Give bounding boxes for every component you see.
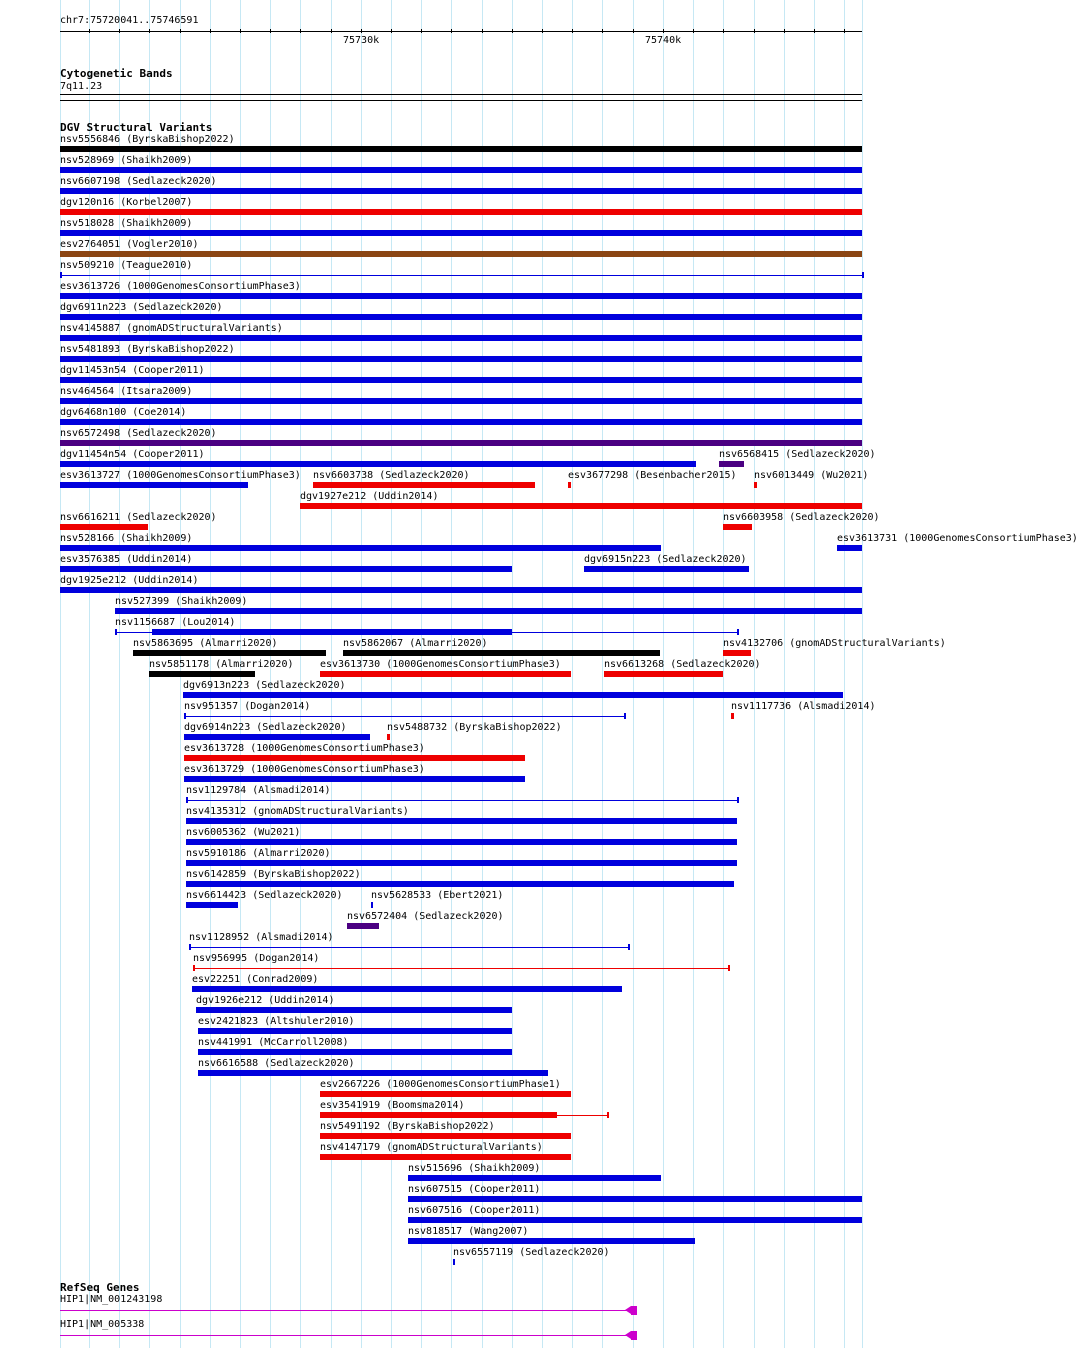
dgv-feature-bar[interactable] xyxy=(604,671,723,677)
dgv-feature-bar[interactable] xyxy=(186,860,737,866)
dgv-feature-label[interactable]: nsv5628533 (Ebert2021) xyxy=(371,890,504,901)
ruler-tick xyxy=(663,29,664,33)
dgv-feature-line[interactable] xyxy=(184,716,624,717)
dgv-feature-line[interactable] xyxy=(189,947,628,948)
dgv-feature-label[interactable]: dgv6914n223 (Sedlazeck2020) xyxy=(184,722,347,733)
dgv-feature-label[interactable]: nsv518028 (Shaikh2009) xyxy=(60,218,193,229)
dgv-feature-bar[interactable] xyxy=(198,1028,512,1034)
dgv-feature-label[interactable]: nsv1156687 (Lou2014) xyxy=(115,617,236,628)
ruler-tick-label-75730k: 75730k xyxy=(343,35,380,46)
ruler-tick xyxy=(723,29,724,33)
ruler-tick xyxy=(391,29,392,33)
dgv-feature-label[interactable]: nsv6616588 (Sedlazeck2020) xyxy=(198,1058,355,1069)
ruler-tick xyxy=(844,29,845,33)
dgv-feature-line[interactable] xyxy=(60,275,862,276)
dgv-feature-line[interactable] xyxy=(193,968,728,969)
dgv-feature-label[interactable]: nsv5481893 (ByrskaBishop2022) xyxy=(60,344,235,355)
dgv-feature-label[interactable]: dgv1925e212 (Uddin2014) xyxy=(60,575,199,586)
cytoband-line-top xyxy=(60,94,862,95)
dgv-feature-label[interactable]: esv2667226 (1000GenomesConsortiumPhase1) xyxy=(320,1079,561,1090)
dgv-feature-bar[interactable] xyxy=(60,335,862,341)
dgv-feature-bar[interactable] xyxy=(719,461,744,467)
ruler-tick xyxy=(693,29,694,33)
dgv-feature-label[interactable]: nsv6603958 (Sedlazeck2020) xyxy=(723,512,880,523)
ruler-tick xyxy=(814,29,815,33)
dgv-feature-bar[interactable] xyxy=(186,818,737,824)
cytoband-line-bottom xyxy=(60,100,862,101)
dgv-feature-bar[interactable] xyxy=(149,671,255,677)
dgv-feature-label[interactable]: esv3613729 (1000GenomesConsortiumPhase3) xyxy=(184,764,425,775)
dgv-feature-label[interactable]: esv3613730 (1000GenomesConsortiumPhase3) xyxy=(320,659,561,670)
dgv-feature-label[interactable]: nsv6142859 (ByrskaBishop2022) xyxy=(186,869,361,880)
dgv-feature-label[interactable]: nsv4147179 (gnomADStructuralVariants) xyxy=(320,1142,543,1153)
dgv-feature-label[interactable]: esv2764051 (Vogler2010) xyxy=(60,239,199,250)
dgv-feature-bar[interactable] xyxy=(371,902,373,908)
dgv-feature-bar[interactable] xyxy=(60,314,862,320)
dgv-feature-bar[interactable] xyxy=(115,608,862,614)
dgv-feature-label[interactable]: nsv1128952 (Alsmadi2014) xyxy=(189,932,334,943)
grid-line xyxy=(270,0,271,1348)
dgv-feature-bar[interactable] xyxy=(320,1091,571,1097)
grid-line xyxy=(844,0,845,1348)
dgv-feature-bar[interactable] xyxy=(186,902,238,908)
ruler-tick xyxy=(633,29,634,33)
dgv-feature-bar[interactable] xyxy=(568,482,571,488)
dgv-feature-bar[interactable] xyxy=(186,881,734,887)
dgv-feature-label[interactable]: dgv11454n54 (Cooper2011) xyxy=(60,449,205,460)
dgv-feature-bar[interactable] xyxy=(60,146,862,152)
dgv-feature-label[interactable]: dgv6915n223 (Sedlazeck2020) xyxy=(584,554,747,565)
ruler-tick xyxy=(89,29,90,33)
dgv-feature-label[interactable]: nsv4132706 (gnomADStructuralVariants) xyxy=(723,638,946,649)
dgv-feature-bar[interactable] xyxy=(320,1112,557,1118)
ruler-tick xyxy=(421,29,422,33)
dgv-feature-bar[interactable] xyxy=(300,503,862,509)
ruler-tick xyxy=(512,29,513,33)
dgv-feature-end-cap xyxy=(186,797,188,803)
dgv-feature-bar[interactable] xyxy=(723,650,751,656)
dgv-feature-label[interactable]: nsv5910186 (Almarri2020) xyxy=(186,848,331,859)
dgv-feature-label[interactable]: esv3613728 (1000GenomesConsortiumPhase3) xyxy=(184,743,425,754)
dgv-feature-bar[interactable] xyxy=(837,545,862,551)
refseq-exon[interactable] xyxy=(631,1306,637,1315)
ruler-range-label: chr7:75720041..75746591 xyxy=(60,15,199,26)
dgv-feature-end-cap xyxy=(737,797,739,803)
dgv-feature-label[interactable]: nsv4135312 (gnomADStructuralVariants) xyxy=(186,806,409,817)
dgv-feature-end-cap xyxy=(628,944,630,950)
dgv-feature-label[interactable]: nsv5851178 (Almarri2020) xyxy=(149,659,294,670)
dgv-feature-label[interactable]: dgv6911n223 (Sedlazeck2020) xyxy=(60,302,223,313)
dgv-feature-label[interactable]: nsv1117736 (Alsmadi2014) xyxy=(731,701,876,712)
dgv-feature-end-cap xyxy=(184,713,186,719)
dgv-feature-bar[interactable] xyxy=(60,356,862,362)
dgv-feature-bar[interactable] xyxy=(320,1133,571,1139)
dgv-feature-bar[interactable] xyxy=(60,188,862,194)
dgv-feature-end-cap xyxy=(60,272,62,278)
dgv-feature-bar[interactable] xyxy=(60,482,248,488)
refseq-transcript-label[interactable]: HIP1|NM_005338 xyxy=(60,1319,145,1330)
dgv-feature-label[interactable]: nsv5863695 (Almarri2020) xyxy=(133,638,278,649)
dgv-feature-label[interactable]: dgv6913n223 (Sedlazeck2020) xyxy=(183,680,346,691)
dgv-feature-bar[interactable] xyxy=(60,230,862,236)
dgv-feature-label[interactable]: esv3576385 (Uddin2014) xyxy=(60,554,193,565)
dgv-feature-label[interactable]: nsv607516 (Cooper2011) xyxy=(408,1205,541,1216)
ruler-tick xyxy=(602,29,603,33)
dgv-feature-label[interactable]: nsv1129784 (Alsmadi2014) xyxy=(186,785,331,796)
dgv-feature-label[interactable]: nsv607515 (Cooper2011) xyxy=(408,1184,541,1195)
dgv-feature-bar[interactable] xyxy=(60,293,862,299)
dgv-feature-label[interactable]: esv3541919 (Boomsma2014) xyxy=(320,1100,465,1111)
dgv-feature-block[interactable] xyxy=(152,629,512,635)
ruler-tick-label-75740k: 75740k xyxy=(645,35,682,46)
dgv-feature-end-cap xyxy=(624,713,626,719)
track-title-refseq-genes[interactable]: RefSeq Genes xyxy=(60,1281,140,1294)
refseq-intron-line[interactable] xyxy=(60,1310,628,1311)
dgv-feature-bar[interactable] xyxy=(60,461,696,467)
dgv-feature-label[interactable]: dgv120n16 (Korbel2007) xyxy=(60,197,193,208)
dgv-feature-end-cap xyxy=(862,272,864,278)
dgv-feature-label[interactable]: dgv11453n54 (Cooper2011) xyxy=(60,365,205,376)
grid-line xyxy=(300,0,301,1348)
dgv-feature-label[interactable]: nsv956995 (Dogan2014) xyxy=(193,953,320,964)
dgv-feature-bar[interactable] xyxy=(198,1070,548,1076)
grid-line xyxy=(862,0,863,1348)
ruler-tick xyxy=(149,29,150,33)
dgv-feature-label[interactable]: dgv1926e212 (Uddin2014) xyxy=(196,995,335,1006)
dgv-feature-label[interactable]: nsv6616211 (Sedlazeck2020) xyxy=(60,512,217,523)
dgv-feature-label[interactable]: nsv5862067 (Almarri2020) xyxy=(343,638,488,649)
dgv-feature-bar[interactable] xyxy=(343,650,660,656)
dgv-feature-label[interactable]: nsv6607198 (Sedlazeck2020) xyxy=(60,176,217,187)
grid-line xyxy=(723,0,724,1348)
track-title-cytogenetic-bands[interactable]: Cytogenetic Bands xyxy=(60,67,173,80)
dgv-feature-label[interactable]: esv3613727 (1000GenomesConsortiumPhase3) xyxy=(60,470,301,481)
dgv-feature-label[interactable]: nsv5556846 (ByrskaBishop2022) xyxy=(60,134,235,145)
dgv-feature-bar[interactable] xyxy=(183,692,843,698)
dgv-feature-bar[interactable] xyxy=(60,524,148,530)
dgv-feature-line[interactable] xyxy=(186,800,737,801)
dgv-feature-label[interactable]: nsv6572404 (Sedlazeck2020) xyxy=(347,911,504,922)
dgv-feature-label[interactable]: nsv818517 (Wang2007) xyxy=(408,1226,529,1237)
dgv-feature-label[interactable]: nsv528166 (Shaikh2009) xyxy=(60,533,193,544)
dgv-feature-bar[interactable] xyxy=(60,167,862,173)
dgv-feature-bar[interactable] xyxy=(60,440,862,446)
ruler-tick xyxy=(119,29,120,33)
dgv-feature-label[interactable]: nsv951357 (Dogan2014) xyxy=(184,701,311,712)
dgv-feature-label[interactable]: nsv6613268 (Sedlazeck2020) xyxy=(604,659,761,670)
dgv-feature-label[interactable]: dgv1927e212 (Uddin2014) xyxy=(300,491,439,502)
ruler-tick xyxy=(542,29,543,33)
dgv-feature-bar[interactable] xyxy=(196,1007,512,1013)
dgv-feature-end-cap xyxy=(728,965,730,971)
dgv-feature-bar[interactable] xyxy=(453,1259,455,1265)
dgv-feature-bar[interactable] xyxy=(60,377,862,383)
grid-line xyxy=(602,0,603,1348)
dgv-feature-label[interactable]: nsv5491192 (ByrskaBishop2022) xyxy=(320,1121,495,1132)
dgv-feature-bar[interactable] xyxy=(186,839,737,845)
dgv-feature-label[interactable]: nsv6013449 (Wu2021) xyxy=(754,470,869,481)
dgv-feature-bar[interactable] xyxy=(754,482,757,488)
dgv-feature-bar[interactable] xyxy=(60,566,512,572)
dgv-feature-label[interactable]: nsv527399 (Shaikh2009) xyxy=(115,596,248,607)
dgv-feature-label[interactable]: nsv441991 (McCarroll2008) xyxy=(198,1037,349,1048)
ruler-tick xyxy=(270,29,271,33)
dgv-feature-label[interactable]: nsv4145887 (gnomADStructuralVariants) xyxy=(60,323,283,334)
dgv-feature-bar[interactable] xyxy=(387,734,390,740)
dgv-feature-end-cap xyxy=(189,944,191,950)
ruler-tick xyxy=(572,29,573,33)
track-title-dgv-structural-variants[interactable]: DGV Structural Variants xyxy=(60,121,213,134)
dgv-feature-bar[interactable] xyxy=(60,419,862,425)
dgv-feature-bar[interactable] xyxy=(60,587,862,593)
dgv-feature-label[interactable]: nsv6568415 (Sedlazeck2020) xyxy=(719,449,876,460)
dgv-feature-bar[interactable] xyxy=(133,650,326,656)
dgv-feature-label[interactable]: nsv464564 (Itsara2009) xyxy=(60,386,193,397)
grid-line xyxy=(784,0,785,1348)
ruler-tick xyxy=(754,29,755,33)
dgv-feature-label[interactable]: nsv6005362 (Wu2021) xyxy=(186,827,301,838)
ruler-tick xyxy=(482,29,483,33)
dgv-feature-bar[interactable] xyxy=(313,482,535,488)
ruler-tick xyxy=(240,29,241,33)
dgv-feature-label[interactable]: nsv6572498 (Sedlazeck2020) xyxy=(60,428,217,439)
dgv-feature-label[interactable]: dgv6468n100 (Coe2014) xyxy=(60,407,187,418)
dgv-feature-label[interactable]: esv3677298 (Besenbacher2015) xyxy=(568,470,737,481)
cytoband-label[interactable]: 7q11.23 xyxy=(60,81,103,92)
dgv-feature-label[interactable]: nsv6614423 (Sedlazeck2020) xyxy=(186,890,343,901)
dgv-feature-label[interactable]: nsv6557119 (Sedlazeck2020) xyxy=(453,1247,610,1258)
dgv-feature-bar[interactable] xyxy=(320,1154,571,1160)
ruler-tick xyxy=(331,29,332,33)
dgv-feature-bar[interactable] xyxy=(184,755,525,761)
dgv-feature-label[interactable]: esv3613731 (1000GenomesConsortiumPhase3) xyxy=(837,533,1078,544)
dgv-feature-bar[interactable] xyxy=(723,524,752,530)
dgv-feature-bar[interactable] xyxy=(408,1196,862,1202)
dgv-feature-label[interactable]: nsv515696 (Shaikh2009) xyxy=(408,1163,541,1174)
dgv-feature-bar[interactable] xyxy=(320,671,571,677)
ruler-tick xyxy=(451,29,452,33)
dgv-feature-bar[interactable] xyxy=(347,923,379,929)
dgv-feature-bar[interactable] xyxy=(584,566,749,572)
dgv-feature-bar[interactable] xyxy=(184,776,525,782)
dgv-feature-bar[interactable] xyxy=(60,545,661,551)
refseq-exon[interactable] xyxy=(631,1331,637,1340)
ruler-tick xyxy=(784,29,785,33)
dgv-feature-label[interactable]: nsv528969 (Shaikh2009) xyxy=(60,155,193,166)
dgv-feature-end-cap xyxy=(607,1112,609,1118)
dgv-feature-end-cap xyxy=(193,965,195,971)
ruler-tick xyxy=(361,29,362,33)
grid-line xyxy=(754,0,755,1348)
dgv-feature-label[interactable]: esv2421823 (Altshuler2010) xyxy=(198,1016,355,1027)
refseq-transcript-label[interactable]: HIP1|NM_001243198 xyxy=(60,1294,163,1305)
dgv-feature-bar[interactable] xyxy=(198,1049,512,1055)
dgv-feature-end-cap xyxy=(737,629,739,635)
dgv-feature-end-cap xyxy=(115,629,117,635)
refseq-intron-line[interactable] xyxy=(60,1335,628,1336)
dgv-feature-bar[interactable] xyxy=(408,1217,862,1223)
dgv-feature-bar[interactable] xyxy=(408,1238,695,1244)
dgv-feature-label[interactable]: nsv509210 (Teague2010) xyxy=(60,260,193,271)
dgv-feature-label[interactable]: nsv6603738 (Sedlazeck2020) xyxy=(313,470,470,481)
ruler-tick xyxy=(210,29,211,33)
dgv-feature-label[interactable]: esv3613726 (1000GenomesConsortiumPhase3) xyxy=(60,281,301,292)
ruler-tick xyxy=(300,29,301,33)
dgv-feature-bar[interactable] xyxy=(60,398,862,404)
dgv-feature-bar[interactable] xyxy=(60,251,862,257)
dgv-feature-label[interactable]: esv22251 (Conrad2009) xyxy=(192,974,319,985)
ruler-tick xyxy=(180,29,181,33)
grid-line xyxy=(572,0,573,1348)
dgv-feature-label[interactable]: nsv5488732 (ByrskaBishop2022) xyxy=(387,722,562,733)
dgv-feature-bar[interactable] xyxy=(731,713,734,719)
dgv-feature-line[interactable] xyxy=(557,1115,607,1116)
dgv-feature-bar[interactable] xyxy=(184,734,370,740)
dgv-feature-bar[interactable] xyxy=(60,209,862,215)
grid-line xyxy=(814,0,815,1348)
dgv-feature-bar[interactable] xyxy=(408,1175,661,1181)
dgv-feature-bar[interactable] xyxy=(192,986,622,992)
